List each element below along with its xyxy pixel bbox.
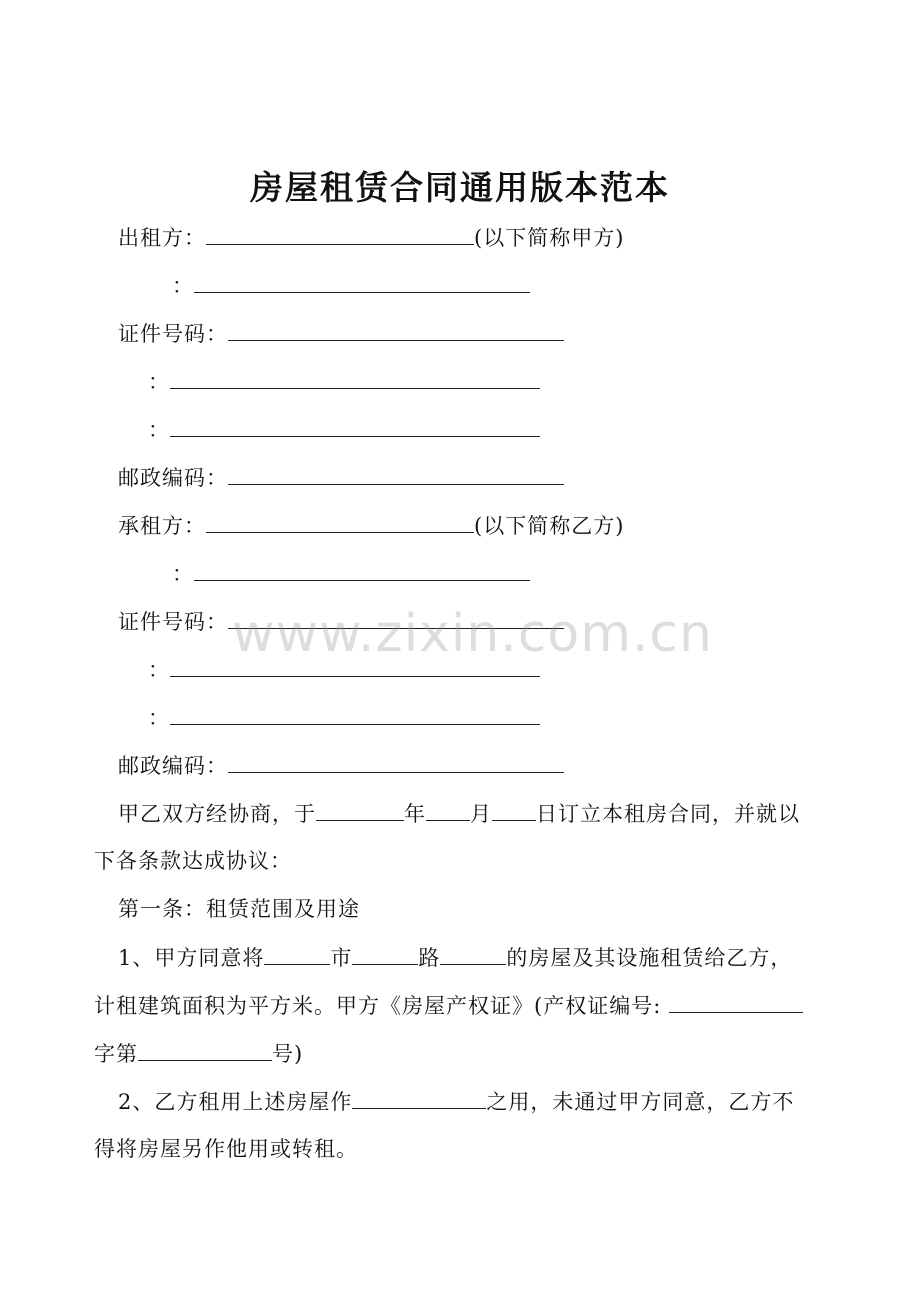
- lessor-blank: [206, 222, 474, 245]
- city-blank: [264, 942, 330, 965]
- postal-label: 邮政编码：: [118, 754, 228, 778]
- field-colon: ：: [148, 658, 170, 682]
- usage-blank: [352, 1086, 486, 1109]
- lessor-id-line: [118, 318, 564, 349]
- lessee-postal-line: [118, 750, 564, 781]
- blank: [194, 270, 530, 293]
- clause2-line-2: [94, 1134, 358, 1164]
- lessee-blank: [206, 510, 474, 533]
- blank: [170, 414, 540, 437]
- clause-text: 得将房屋另作他用或转租。: [94, 1137, 358, 1161]
- lessor-extra-line: [148, 414, 540, 445]
- clause1-line-2: [94, 990, 803, 1021]
- lessor-postal-line: [118, 462, 564, 493]
- clause1-line-3: [94, 1038, 303, 1069]
- lessor-line: [118, 222, 624, 253]
- year-blank: [316, 798, 404, 821]
- lessee-suffix: (以下简称乙方): [474, 514, 625, 538]
- blank: [228, 318, 564, 341]
- field-colon: ：: [148, 370, 170, 394]
- lessor-label: 出租方：: [118, 226, 206, 250]
- blank: [228, 750, 564, 773]
- clause-text: 之用，未通过甲方同意，乙方不: [486, 1090, 795, 1114]
- document-title: 房屋租赁合同通用版本范本: [250, 168, 670, 207]
- postal-label: 邮政编码：: [118, 466, 228, 490]
- lessee-extra-line: [148, 654, 540, 685]
- city-text: 市: [330, 946, 353, 970]
- lessee-label: 承租方：: [118, 514, 206, 538]
- clause-text: 2、乙方租用上述房屋作: [118, 1090, 353, 1114]
- blank: [170, 654, 540, 677]
- lessor-extra-line: [148, 366, 540, 397]
- id-label: 证件号码：: [118, 610, 228, 634]
- clause-text: 字第: [94, 1042, 138, 1066]
- field-colon: ：: [172, 274, 194, 298]
- field-colon: ：: [148, 706, 170, 730]
- blank: [228, 462, 564, 485]
- clause1-line-1: [118, 942, 792, 973]
- clause-text: 号): [272, 1042, 304, 1066]
- clause-text: 的房屋及其设施租赁给乙方，: [506, 946, 793, 970]
- day-blank: [492, 798, 536, 821]
- month-blank: [426, 798, 470, 821]
- article1-title: [118, 894, 360, 924]
- article-title-text: 第一条：租赁范围及用途: [118, 897, 360, 921]
- watermark: www.zixin.com.cn: [232, 604, 713, 664]
- intro-line-1: [118, 798, 800, 829]
- lessee-id-line: [118, 606, 564, 637]
- certificate-blank: [669, 990, 803, 1013]
- clause2-line-1: [118, 1086, 794, 1117]
- clause-text: 1、甲方同意将: [118, 946, 265, 970]
- blank: [170, 702, 540, 725]
- lessee-extra-line: [148, 702, 540, 733]
- intro-line-2: [94, 846, 292, 876]
- field-colon: ：: [148, 418, 170, 442]
- intro-text: 日订立本租房合同，并就以: [536, 802, 800, 826]
- lessor-suffix: (以下简称甲方): [474, 226, 625, 250]
- intro-text: 甲乙双方经协商，于: [118, 802, 316, 826]
- road-text: 路: [418, 946, 441, 970]
- lessee-line: [118, 510, 624, 541]
- road-blank: [352, 942, 418, 965]
- lessor-extra-line: [172, 270, 530, 301]
- id-label: 证件号码：: [118, 322, 228, 346]
- blank: [228, 606, 564, 629]
- certificate-number-blank: [138, 1038, 272, 1061]
- field-colon: ：: [172, 562, 194, 586]
- clause-text: 计租建筑面积为平方米。甲方《房屋产权证》(产权证编号:: [94, 994, 669, 1018]
- year-text: 年: [404, 802, 426, 826]
- blank: [194, 558, 530, 581]
- blank: [170, 366, 540, 389]
- intro-text: 下各条款达成协议：: [94, 849, 292, 873]
- address-blank: [440, 942, 506, 965]
- lessee-extra-line: [172, 558, 530, 589]
- month-text: 月: [470, 802, 492, 826]
